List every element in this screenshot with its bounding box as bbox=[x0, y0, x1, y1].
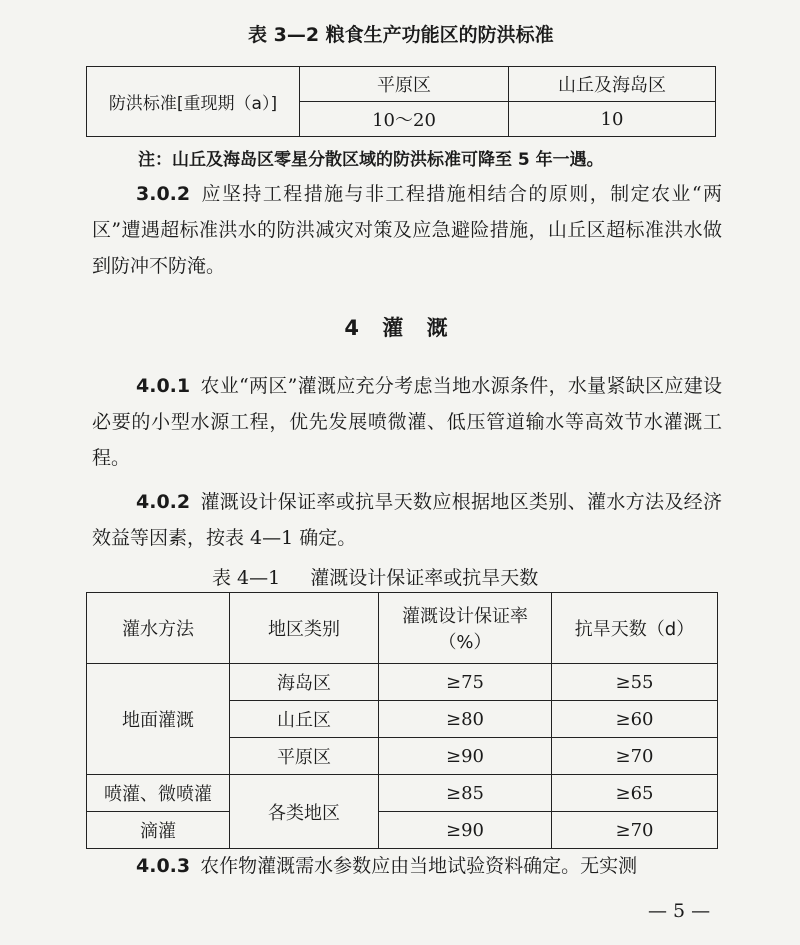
plain-value: 10～20 bbox=[300, 102, 509, 137]
clause-number: 4.0.1 bbox=[136, 375, 191, 397]
table-3-2-caption: 表 3—2 粮食生产功能区的防洪标准 bbox=[248, 24, 554, 46]
rate-cell: ≥75 bbox=[379, 664, 552, 701]
clause-text: 农作物灌溉需水参数应由当地试验资料确定。无实测 bbox=[200, 855, 638, 877]
clause-text: 应坚持工程措施与非工程措施相结合的原则，制定农业“两区”遭遇超标准洪水的防洪减灾对策及应急避险措施，山丘区超标准洪水做到防冲不防淹。 bbox=[92, 183, 722, 277]
region-cell: 山丘区 bbox=[230, 701, 379, 738]
clause-4-0-1 bbox=[92, 368, 722, 476]
flood-standard-header: 防洪标准[重现期（a）] bbox=[87, 67, 300, 137]
region-cell: 海岛区 bbox=[230, 664, 379, 701]
clause-4-0-3 bbox=[92, 848, 722, 884]
page-number: — 5 — bbox=[648, 900, 711, 922]
col-hill-island-header: 山丘及海岛区 bbox=[509, 67, 716, 102]
rate-cell: ≥90 bbox=[379, 738, 552, 775]
days-cell: ≥60 bbox=[552, 701, 718, 738]
clause-text: 灌溉设计保证率或抗旱天数应根据地区类别、灌水方法及经济效益等因素，按表 4—1 确定。 bbox=[92, 491, 722, 549]
days-cell: ≥70 bbox=[552, 738, 718, 775]
header-rate-line1: 灌溉设计保证率 bbox=[402, 606, 528, 627]
rate-cell: ≥90 bbox=[379, 812, 552, 849]
region-cell: 平原区 bbox=[230, 738, 379, 775]
clause-number: 4.0.2 bbox=[136, 491, 191, 513]
header-rate-line2: （%） bbox=[438, 632, 492, 653]
clause-number: 3.0.2 bbox=[136, 183, 191, 205]
days-cell: ≥65 bbox=[552, 775, 718, 812]
header-region: 地区类别 bbox=[230, 593, 379, 664]
method-surface: 地面灌溉 bbox=[87, 664, 230, 775]
header-method: 灌水方法 bbox=[87, 593, 230, 664]
header-rate bbox=[379, 593, 552, 664]
hill-island-value: 10 bbox=[509, 102, 716, 137]
table-row bbox=[87, 775, 718, 812]
clause-text: 农业“两区”灌溉应充分考虑当地水源条件，水量紧缺区应建设必要的小型水源工程，优先发展喷微灌、低压管道输水等高效节水灌溉工程。 bbox=[92, 375, 722, 469]
region-all: 各类地区 bbox=[230, 775, 379, 849]
table-4-1-number: 表 4—1 bbox=[212, 567, 281, 589]
rate-cell: ≥85 bbox=[379, 775, 552, 812]
clause-number: 4.0.3 bbox=[136, 855, 191, 877]
table-4-1-title: 灌溉设计保证率或抗旱天数 bbox=[310, 567, 539, 589]
clause-4-0-2 bbox=[92, 484, 722, 556]
table-4-1 bbox=[86, 592, 718, 849]
clause-3-0-2 bbox=[92, 176, 722, 284]
table-3-2 bbox=[86, 66, 716, 137]
method-spray: 喷灌、微喷灌 bbox=[87, 775, 230, 812]
table-4-1-caption bbox=[212, 563, 538, 590]
col-plain-header: 平原区 bbox=[300, 67, 509, 102]
rate-cell: ≥80 bbox=[379, 701, 552, 738]
method-drip: 滴灌 bbox=[87, 812, 230, 849]
table-row bbox=[87, 812, 718, 849]
days-cell: ≥55 bbox=[552, 664, 718, 701]
section-4-title: 4 灌 溉 bbox=[344, 316, 456, 340]
days-cell: ≥70 bbox=[552, 812, 718, 849]
header-days: 抗旱天数（d） bbox=[552, 593, 718, 664]
table-row bbox=[87, 664, 718, 701]
table-3-2-note: 注：山丘及海岛区零星分散区域的防洪标准可降至 5 年一遇。 bbox=[138, 150, 604, 170]
